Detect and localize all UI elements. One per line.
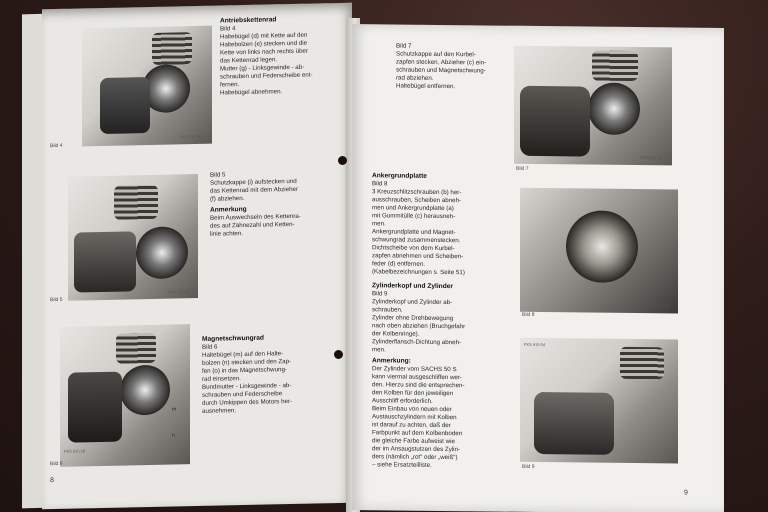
text-line: zapfen abnehmen und Scheiben- [372, 252, 464, 261]
text-line: Austauschzylindern mit Kolben [372, 413, 457, 422]
text-line: durch Umkippen des Motors her- [202, 398, 293, 407]
text-line: schrauben. [372, 306, 403, 314]
photo-bild-8 [520, 188, 678, 314]
figure-ref: Bild 8 [372, 180, 388, 188]
photo-code: FKS 915 58 [168, 289, 190, 295]
section-bild-7 [396, 43, 514, 92]
text-line: fernen. [220, 81, 240, 89]
page-number-left: 8 [50, 476, 54, 485]
text-line: Zylinderkopf und Zylinder ab- [372, 298, 453, 307]
photo-caption: Bild 8 [522, 311, 535, 318]
text-line: Zylinderflansch-Dichtung abneh- [372, 338, 462, 347]
cylinder-shape [116, 333, 156, 364]
text-line: (f) abziehen. [210, 195, 245, 203]
text-line: men und Ankergrundplatte (a) [372, 204, 454, 213]
photo-caption: Bild 7 [516, 165, 529, 172]
text-line: Beim Einbau von neuen oder [372, 405, 452, 414]
photo-bild-9 [520, 338, 678, 464]
text-line: das Kettenrad mit dem Abzieher [210, 185, 299, 195]
section-zylinder [372, 282, 500, 470]
anchor-plate-shape [566, 210, 638, 283]
figure-ref: Bild 6 [202, 343, 218, 351]
text-line: kann viermal ausgeschliffen wer- [372, 373, 462, 382]
binding-hole [334, 350, 343, 359]
text-line: men. [372, 220, 386, 228]
left-page [42, 3, 352, 509]
text-line: Haltebügel (d) mit Kette auf den [220, 31, 308, 41]
text-line: ausnehmen. [202, 407, 237, 415]
text-line: den. Hierzu sind die entsprechen- [372, 381, 465, 390]
text-line: linie achten. [210, 230, 244, 238]
text-line: Ankergrundplatte und Magnet- [372, 228, 456, 237]
text-line: – siehe Ersatzteilliste. [372, 461, 432, 469]
photo-bild-7 [514, 46, 672, 166]
flywheel-shape [120, 365, 170, 416]
photo-caption: Bild 9 [522, 463, 535, 470]
engine-case-shape [100, 77, 150, 134]
cylinder-shape [152, 32, 192, 65]
section-ankergrundplatte [372, 172, 500, 277]
binding-hole [338, 156, 347, 165]
section-heading: Ankergrundplatte [372, 172, 427, 180]
text-line: schrauben und Magnetschwung- [396, 66, 486, 75]
photo-bild-4 [82, 26, 212, 147]
text-line: ist darauf zu achten, daß der [372, 421, 451, 430]
text-line: Haltebügel abnehmen. [220, 88, 283, 97]
text-line: der im Ansaugstutzen des Zylin- [372, 445, 461, 454]
text-line: ausschrauben, Scheiben abneh- [372, 196, 462, 205]
section-magnetschwungrad [202, 333, 330, 416]
text-line: schrauben und Federscheibe ent- [220, 71, 313, 81]
photo-bild-6 [60, 324, 190, 467]
text-line: der Kolbenringe). [372, 330, 420, 338]
text-line: Zylinder ohne Drehbewegung [372, 314, 454, 323]
page-number-right: 9 [684, 489, 688, 497]
text-line: bolzen (n) stecken und den Zap- [202, 358, 292, 367]
text-line: das Kettenrad legen. [220, 56, 278, 65]
marker-m: m [172, 406, 177, 413]
photo-code: FKS 915 58 [640, 155, 662, 161]
text-line: ders (nämlich „rot" oder „weiß") [372, 453, 458, 462]
text-line: rad abziehen. [396, 74, 434, 82]
cylinder-shape [620, 347, 664, 379]
text-line: Der Zylinder vom SACHS 50 S [372, 365, 457, 374]
text-line: rad einsetzen. [202, 375, 241, 383]
photo-caption: Bild 6 [50, 460, 63, 468]
flywheel-shape [136, 226, 188, 279]
text-line: (Kabelbezeichnungen s. Seite 51) [372, 268, 465, 277]
section-antriebskettenrad [220, 15, 348, 98]
text-line: zapfen stecken, Abzieher (c) ein- [396, 58, 487, 67]
section-bild-5 [210, 169, 338, 239]
flywheel-shape [588, 83, 640, 136]
note-heading: Anmerkung: [372, 357, 411, 365]
section-heading: Antriebskettenrad [220, 16, 277, 25]
text-line: den Kolben für den jeweiligen [372, 389, 454, 398]
text-line: Haltebügel (m) auf den Halte- [202, 350, 284, 359]
text-line: Haltebolzen (e) stecken und die [220, 39, 308, 49]
text-line: die gleiche Farbe aufweist wie [372, 437, 455, 446]
text-line: Bundmutter - Linksgewinde - ab- [202, 382, 292, 391]
photo-caption: Bild 5 [50, 296, 63, 304]
right-page [352, 24, 724, 512]
text-line: des auf Zähnezahl und Ketten- [210, 220, 295, 230]
text-line: Ausschliff erforderlich. [372, 397, 433, 405]
engine-case-shape [74, 231, 136, 292]
text-line: fen (o) in das Magnetschwung- [202, 366, 287, 375]
text-line: schwungrad zusammenstecken. [372, 236, 461, 245]
text-line: Schutzkappe auf den Kurbel- [396, 50, 476, 59]
photo-code: FKS 915 56 [180, 133, 202, 140]
text-line: Beim Auswechseln des Kettenra- [210, 212, 301, 222]
text-line: mit Gummitülle (c) herausneh- [372, 212, 456, 221]
photo-code: FKS 915 58 [64, 448, 86, 454]
text-line: Schutzkappe (i) aufstecken und [210, 177, 297, 187]
engine-case-shape [68, 372, 122, 443]
text-line: schrauben und Federscheibe [202, 390, 283, 399]
section-heading: Zylinderkopf und Zylinder [372, 282, 453, 291]
figure-ref: Bild 4 [220, 25, 236, 33]
photo-caption: Bild 4 [50, 142, 63, 150]
text-line: Farbpunkt auf dem Kolbenboden [372, 429, 463, 438]
text-line: Kette von links nach rechts über [220, 47, 309, 57]
figure-ref: Bild 5 [210, 171, 226, 179]
photo-bild-5 [68, 174, 198, 301]
photo-code: FKS 915 54 [524, 341, 546, 348]
photo-code: FKS 915 59 [648, 303, 670, 309]
cylinder-shape [114, 185, 158, 220]
figure-ref: Bild 7 [396, 42, 412, 50]
marker-n: n [172, 432, 175, 439]
text-line: Mutter (g) - Linksgewinde - ab- [220, 63, 305, 73]
text-line: nach oben abziehen (Bruchgefahr [372, 322, 466, 331]
note-heading: Anmerkung [210, 205, 247, 214]
figure-ref: Bild 9 [372, 290, 388, 298]
text-line: Haltebügel entfernen. [396, 82, 456, 91]
text-line: men. [372, 346, 386, 354]
cylinder-shape [592, 51, 638, 81]
engine-case-shape [520, 86, 590, 157]
text-line: 3 Kreuzschlitzschrauben (b) her- [372, 188, 462, 197]
text-line: feder (d) entfernen. [372, 260, 425, 268]
section-heading: Magnetschwungrad [202, 334, 264, 343]
engine-case-shape [534, 392, 614, 455]
text-line: Dichtscheibe von dem Kurbel- [372, 244, 455, 253]
